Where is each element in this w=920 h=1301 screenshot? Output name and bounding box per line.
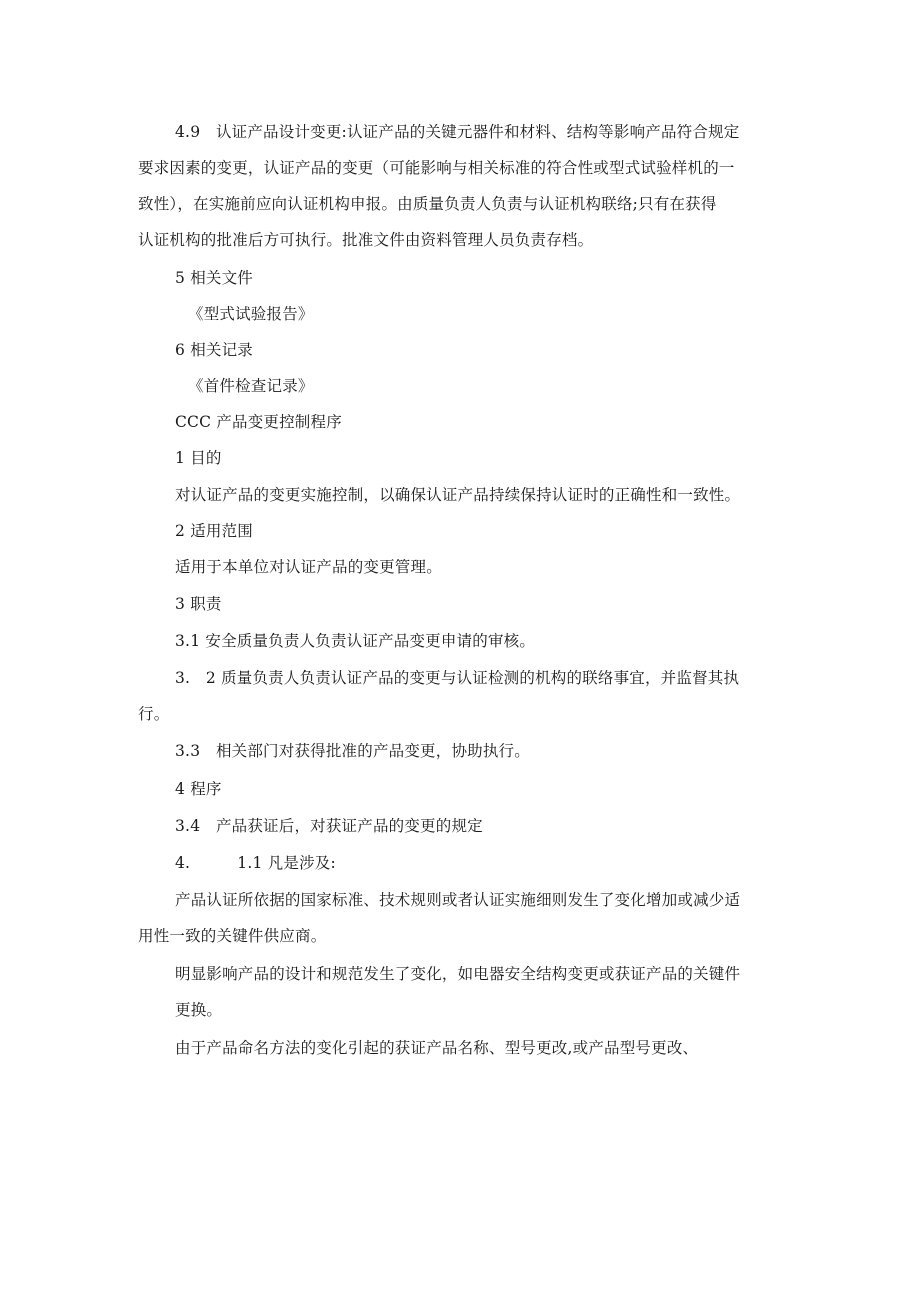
change-item-2-line-2: 更换。 xyxy=(175,1001,223,1019)
change-item-1-line-1: 产品认证所依据的国家标准、技术规则或者认证实施细则发生了变化增加或减少适 xyxy=(175,891,741,909)
change-item-3-line-1: 由于产品命名方法的变化引起的获证产品名称、型号更改,或产品型号更改、 xyxy=(175,1039,699,1057)
change-item-2-line-1: 明显影响产品的设计和规范发生了变化，如电器安全结构变更或获证产品的关键件 xyxy=(175,965,741,983)
procedure-4-1-1: 4. 1.1 凡是涉及: xyxy=(175,854,336,872)
responsibility-3-2-line-1: 3. 2 质量负责人负责认证产品的变更与认证检测的机构的联络事宜，并监督其执 xyxy=(175,669,740,687)
responsibility-3-2-line-2: 行。 xyxy=(138,705,170,723)
related-record-item: 《首件检查记录》 xyxy=(188,377,314,395)
paragraph-4-9-line-3: 致性），在实施前应向认证机构申报。由质量负责人负责与认证机构联络;只有在获得 xyxy=(138,195,717,213)
responsibility-3-3: 3.3 相关部门对获得批准的产品变更，协助执行。 xyxy=(175,742,530,760)
purpose-text: 对认证产品的变更实施控制，以确保认证产品持续保持认证时的正确性和一致性。 xyxy=(175,486,741,504)
responsibility-3-1: 3.1 安全质量负责人负责认证产品变更申请的审核。 xyxy=(175,632,536,650)
section-heading-purpose: 1 目的 xyxy=(175,449,222,467)
procedure-3-4: 3.4 产品获证后，对获证产品的变更的规定 xyxy=(175,817,483,835)
procedure-title: CCC 产品变更控制程序 xyxy=(175,413,342,431)
paragraph-4-9-line-2: 要求因素的变更，认证产品的变更（可能影响与相关标准的符合性或型式试验样机的一 xyxy=(138,159,735,177)
scope-text: 适用于本单位对认证产品的变更管理。 xyxy=(175,558,442,576)
section-heading-related-documents: 5 相关文件 xyxy=(175,269,253,287)
section-heading-related-records: 6 相关记录 xyxy=(175,341,253,359)
section-heading-scope: 2 适用范围 xyxy=(175,522,253,540)
paragraph-4-9-line-4: 认证机构的批准后方可执行。批准文件由资料管理人员负责存档。 xyxy=(138,231,594,249)
related-document-item: 《型式试验报告》 xyxy=(188,305,314,323)
section-heading-responsibilities: 3 职责 xyxy=(175,595,222,613)
change-item-1-line-2: 用性一致的关键件供应商。 xyxy=(138,927,327,945)
section-heading-procedure: 4 程序 xyxy=(175,780,222,798)
paragraph-4-9-line-1: 4.9 认证产品设计变更:认证产品的关键元器件和材料、结构等影响产品符合规定 xyxy=(175,123,740,141)
